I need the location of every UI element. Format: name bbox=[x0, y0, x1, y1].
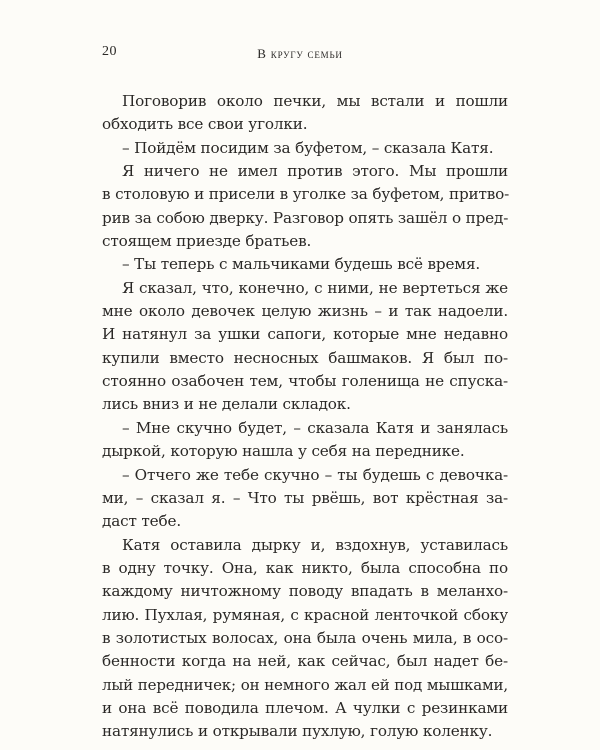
text-line: стоянно озабочен тем, чтобы голенища не спуска- bbox=[102, 372, 508, 391]
text-line: рив за собою дверку. Разговор опять зашёл о пред- bbox=[102, 208, 509, 227]
text-line: Поговорив около печки, мы встали и пошли bbox=[122, 92, 508, 110]
text-line: дыркой, которую нашла у себя на переднике. bbox=[102, 442, 465, 461]
text-line: в столовую и присели в уголке за буфетом, притво- bbox=[102, 185, 510, 204]
text-line: Я сказал, что, конечно, с ними, не вертеться же bbox=[122, 278, 508, 297]
text-line: лый передничек; он немного жал ей под мышками, bbox=[102, 675, 508, 694]
text-line: лию. Пухлая, румяная, с красной ленточкой сбоку bbox=[102, 605, 508, 624]
text-line: мне около девочек целую жизнь – и так надоели. bbox=[102, 302, 508, 321]
text-line: натянулись и открывали пухлую, голую коленку. bbox=[102, 722, 493, 741]
text-line: Катя оставила дырку и, вздохнув, уставилась bbox=[122, 535, 508, 554]
text-line: бенности когда на ней, как сейчас, был надет бе- bbox=[102, 652, 508, 671]
text-line: ми, – сказал я. – Что ты рвёшь, вот крёстная за- bbox=[102, 488, 508, 507]
text-line: стоящем приезде братьев. bbox=[102, 232, 312, 251]
text-line: даст тебе. bbox=[102, 512, 181, 531]
running-head: В кругу семьи bbox=[257, 46, 343, 61]
text-line: И натянул за ушки сапоги, которые мне недавно bbox=[102, 325, 508, 344]
text-line: в одну точку. Она, как никто, была способна по bbox=[102, 558, 508, 577]
text-line: – Пойдём посидим за буфетом, – сказала Катя. bbox=[122, 138, 494, 157]
text-line: – Отчего же тебе скучно – ты будешь с девочка- bbox=[122, 465, 508, 484]
text-line: и она всё поводила плечом. А чулки с резинками bbox=[102, 698, 508, 717]
text-line: обходить все свои уголки. bbox=[102, 115, 308, 134]
text-line: лись вниз и не делали складок. bbox=[102, 395, 351, 414]
text-line: купили вместо несносных башмаков. Я был по- bbox=[102, 348, 508, 367]
text-line: Я ничего не имел против этого. Мы прошли bbox=[122, 162, 508, 181]
body-text bbox=[102, 90, 508, 744]
text-line: каждому ничтожному поводу впадать в меланхо- bbox=[102, 582, 508, 601]
text-line: – Мне скучно будет, – сказала Катя и занялась bbox=[122, 418, 508, 437]
text-line: – Ты теперь с мальчиками будешь всё время. bbox=[122, 255, 481, 274]
page-number: 20 bbox=[102, 44, 117, 59]
text-line: в золотистых волосах, она была очень мила, в осо- bbox=[102, 628, 508, 647]
